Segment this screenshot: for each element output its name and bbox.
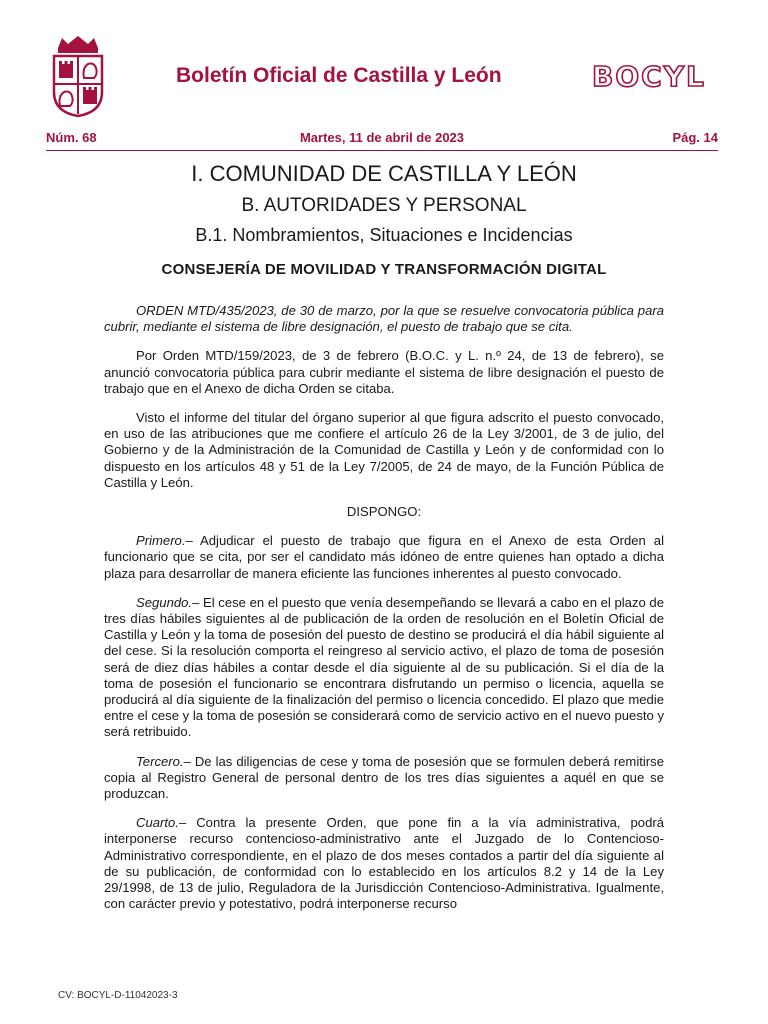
issue-meta-bar [46,128,718,151]
issue-date: Martes, 11 de abril de 2023 [299,130,465,145]
bulletin-title: Boletín Oficial de Castilla y León [176,64,502,87]
article-label: Cuarto. [136,815,179,831]
bocyl-logo: BOCYL [592,60,706,93]
cv-code: CV: BOCYL-D-11042023-3 [58,990,178,1001]
page-header [40,30,740,120]
paragraph-2: Visto el informe del titular del órgano superior al que figura adscrito el puesto convocado, en uso de las atribuciones que me confiere el artículo 26 de la Ley 3/2001, de 3 de julio, del Gobierno y de la Administración de la Comunidad de Castilla y León y de conformidad con lo dispuesto en los artículos 48 y 51 de la Ley 7/2005, de 24 de mayo, de la Función Pública de Castilla y León. [104,410,664,490]
ministry-heading: CONSEJERÍA DE MOVILIDAD Y TRANSFORMACIÓN DIGITAL [161,261,607,278]
article-tercero [104,754,664,803]
order-title: ORDEN MTD/435/2023, de 30 de marzo, por la que se resuelve convocatoria pública para cubrir, mediante el sistema de libre designación, el puesto de trabajo que se cita. [104,303,664,335]
coat-of-arms-icon [48,34,108,118]
article-label: Segundo. [136,594,193,610]
page-number: Pág. 14 [672,130,718,145]
document-body [104,303,664,926]
article-text: – El cese en el puesto que venía desempeñando se llevará a cabo en el plazo de tres días hábiles siguientes al de publicación de la orden de resolución en el Boletín Oficial de Castilla y León y la toma de posesión del puesto de destino se producirá el día hábil siguiente al del cese. Si la resolución comporta el reingreso al servicio activo, el plazo de toma de posesión será de diez días hábiles a contar desde el día siguiente al de su publicación. Si el día de la toma de posesión el funcionario se encontrara disfrutando un permiso o licencia, aquella se producirá al día siguiente de la finalización del permiso o licencia concedido. El plazo que medie entre el cese y la toma de posesión se considerará como de servicio activo en el nuevo puesto y será retribuido. [104,594,664,740]
section-heading: I. COMUNIDAD DE CASTILLA Y LEÓN [191,161,577,186]
paragraph-1: Por Orden MTD/159/2023, de 3 de febrero (B.O.C. y L. n.º 24, de 13 de febrero), se anunció convocatoria pública para cubrir mediante el sistema de libre designación el puesto de trabajo que en el Anexo de dicha Orden se citaba. [104,348,664,396]
article-text: – De las diligencias de cese y toma de posesión que se formulen deberá remitirse copia al Registro General de personal dentro de los tres días siguientes a aquél en que se produzcan. [104,753,664,802]
issue-number: Núm. 68 [46,130,97,145]
dispongo-heading: DISPONGO: [346,504,422,520]
article-segundo [104,595,664,741]
article-label: Tercero. [136,753,184,769]
article-label: Primero. [136,533,186,549]
article-cuarto [104,815,664,912]
article-primero [104,533,664,582]
article-text: – Contra la presente Orden, que pone fin a la vía administrativa, podrá interponerse recurso contencioso-administrativo ante el Juzgado de lo Contencioso-Administrativo correspondiente, en el plazo de dos meses contados a partir del día siguiente al de su publicación, de conformidad con lo establecido en los artículos 8.2 y 14 de la Ley 29/1998, de 13 de julio, Reguladora de la Jurisdicción Contencioso-Administrativa. Igualmente, con carácter previo y potestativo, podrá interponerse recurso [104,815,664,912]
article-text: – Adjudicar el puesto de trabajo que figura en el Anexo de esta Orden al funcionario que se cita, por ser el candidato más idóneo de entre quienes han optado a dicha plaza para desarrollar de manera eficiente las funciones inherentes al puesto convocado. [104,533,664,581]
subsubsection-heading: B.1. Nombramientos, Situaciones e Incidencias [195,225,573,245]
subsection-heading: B. AUTORIDADES Y PERSONAL [241,195,527,216]
